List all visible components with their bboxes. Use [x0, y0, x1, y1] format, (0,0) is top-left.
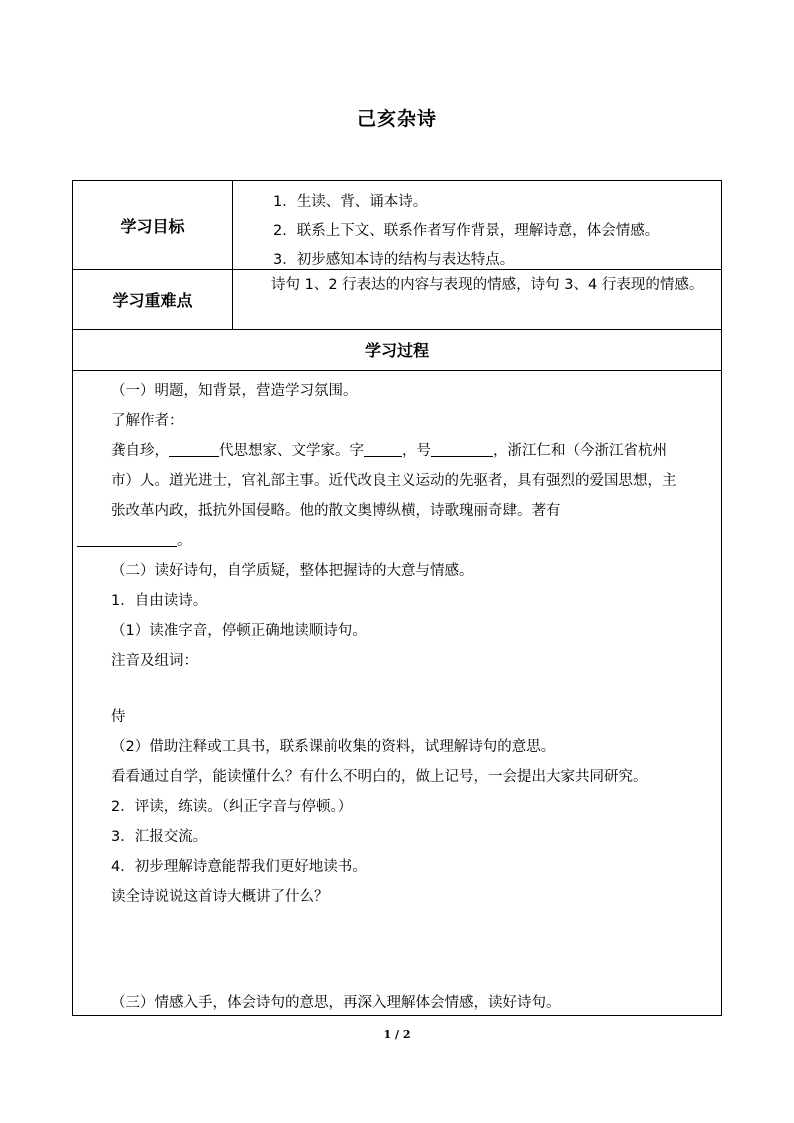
step-2-1: 1．自由读诗。	[111, 593, 208, 609]
pen-name-blank[interactable]	[431, 441, 493, 457]
step-2-4a: 读全诗说说这首诗大概讲了什么？	[111, 889, 329, 905]
goals-label: 学习目标	[73, 181, 233, 269]
step-2-2: 2．评读，练读。（纠正字音与停顿。）	[111, 799, 353, 815]
key-points-row	[73, 270, 721, 330]
key-points-cell	[233, 270, 721, 329]
goals-row	[73, 181, 721, 270]
author-bio-line-3: 张改革内政，抵抗外国侵略。他的散文奥博纵横，诗歌瑰丽奇肆。著有	[111, 503, 561, 519]
bio-end: 。	[177, 533, 192, 549]
key-points-label: 学习重难点	[73, 270, 233, 329]
goals-cell	[233, 181, 721, 269]
section-1-heading: （一）明题，知背景，营造学习氛围。	[111, 383, 358, 399]
document-title: 己亥杂诗	[356, 108, 437, 130]
step-2-1a: （1）读准字音，停顿正确地读顺诗句。	[111, 623, 367, 639]
goal-item-1: 1．生读、背、诵本诗。	[273, 194, 428, 210]
goal-item-3: 3．初步感知本诗的结构与表达特点。	[273, 252, 515, 268]
author-bio-line-4	[77, 529, 192, 550]
page-number: 1 / 2	[383, 1028, 411, 1041]
lesson-table	[72, 180, 722, 1016]
bio-text-d: ，浙江仁和（今浙江省杭州	[493, 443, 667, 459]
section-3-heading: （三）情感入手，体会诗句的意思，再深入理解体会情感，读好诗句。	[111, 995, 561, 1011]
works-blank[interactable]	[77, 531, 177, 547]
dynasty-blank[interactable]	[169, 441, 219, 457]
step-2-4: 4．初步理解诗意能帮我们更好地读书。	[111, 859, 367, 875]
bio-text-c: ，号	[402, 443, 431, 459]
step-2-3: 3．汇报交流。	[111, 829, 208, 845]
pinyin-label: 注音及组词：	[111, 653, 198, 669]
bio-text-b: 代思想家、文学家。字	[219, 443, 364, 459]
step-2-1b: （2）借助注释或工具书，联系课前收集的资料，试理解诗句的意思。	[111, 739, 556, 755]
process-heading: 学习过程	[73, 330, 721, 371]
author-bio-line-1	[111, 439, 667, 460]
author-bio-line-2: 市）人。道光进士，官礼部主事。近代改良主义运动的先驱者，具有强烈的爱国思想，主	[111, 473, 677, 489]
author-intro: 了解作者：	[111, 413, 184, 429]
courtesy-name-blank[interactable]	[364, 441, 402, 457]
section-2-heading: （二）读好诗句，自学质疑，整体把握诗的大意与情感。	[111, 563, 474, 579]
step-2-1c: 看看通过自学，能读懂什么？有什么不明白的，做上记号，一会提出大家共同研究。	[111, 769, 648, 785]
character-item: 侍	[111, 709, 126, 725]
process-body	[73, 371, 721, 1015]
goal-item-2: 2．联系上下文、联系作者写作背景，理解诗意，体会情感。	[273, 223, 660, 239]
bio-text-a: 龚自珍，	[111, 443, 169, 459]
key-points-text: 诗句 1、2 行表达的内容与表现的情感，诗句 3、4 行表现的情感。	[271, 277, 704, 293]
